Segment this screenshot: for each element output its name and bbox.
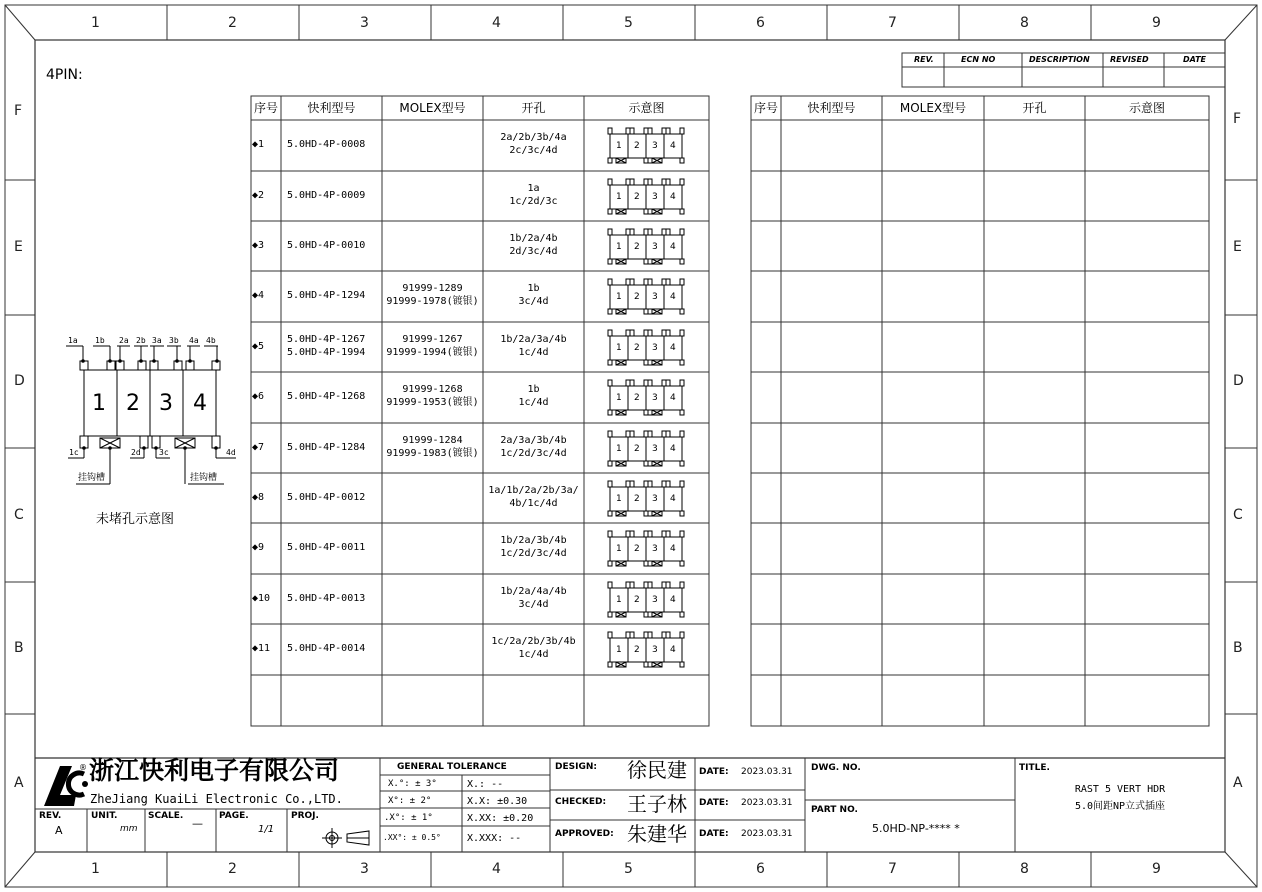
hole-spec: 1b/2a/3b/4b bbox=[500, 535, 567, 546]
hole-spec: 1a bbox=[527, 183, 540, 194]
design-label: DESIGN: bbox=[555, 762, 597, 772]
title-line-1: RAST 5 VERT HDR bbox=[1074, 784, 1166, 795]
zone-col-6: 6 bbox=[756, 15, 765, 31]
tolerance-angle: X.°: ± 3° bbox=[388, 779, 437, 789]
zone-col-7: 7 bbox=[888, 861, 897, 877]
schem-bottom-label: 2d bbox=[131, 448, 141, 457]
diagram-position-number: 3 bbox=[652, 544, 658, 554]
kuaili-model: 5.0HD-4P-1267 bbox=[287, 334, 366, 345]
molex-model: 91999-1983(镀银) bbox=[386, 448, 479, 459]
diagram-position-number: 2 bbox=[634, 141, 640, 151]
dwg-no-label: DWG. NO. bbox=[811, 763, 861, 773]
title-line-2: 5.0间距NP立式插座 bbox=[1074, 801, 1166, 812]
kuaili-model: 5.0HD-4P-0010 bbox=[287, 240, 366, 251]
diagram-position-number: 2 bbox=[634, 444, 640, 454]
diagram-position-number: 4 bbox=[670, 595, 676, 605]
zone-col-5: 5 bbox=[624, 15, 633, 31]
company-logo-mark bbox=[44, 763, 88, 806]
zone-col-7: 7 bbox=[888, 15, 897, 31]
hole-spec: 2c/3c/4d bbox=[509, 145, 558, 156]
schem-top-label: 2a bbox=[119, 336, 129, 345]
diagram-position-number: 1 bbox=[616, 494, 622, 504]
tolerance-linear: X.: -- bbox=[467, 779, 504, 790]
diagram-position-number: 3 bbox=[652, 444, 658, 454]
hole-spec: 1b bbox=[527, 283, 540, 294]
hole-spec: 1c/2d/3c bbox=[509, 196, 558, 207]
schem-top-label: 4b bbox=[206, 336, 216, 345]
zone-row-f: F bbox=[1233, 111, 1242, 127]
diagram-position-number: 3 bbox=[652, 645, 658, 655]
part-no-label: PART NO. bbox=[811, 805, 858, 815]
zone-row-a: A bbox=[1233, 775, 1243, 791]
zone-row-c: C bbox=[1233, 507, 1243, 523]
col-header-molex: MOLEX型号 bbox=[899, 101, 967, 115]
diagram-position-number: 3 bbox=[652, 141, 658, 151]
col-header-diagram: 示意图 bbox=[1128, 101, 1165, 115]
molex-model: 91999-1953(镀银) bbox=[386, 397, 479, 408]
part-no-value: 5.0HD-NP-**** * bbox=[872, 822, 960, 835]
diagram-position-number: 4 bbox=[670, 494, 676, 504]
design-date: 2023.03.31 bbox=[741, 767, 793, 777]
hole-spec: 2a/3a/3b/4b bbox=[500, 435, 567, 446]
row-number: ◆5 bbox=[252, 341, 265, 352]
diagram-position-number: 2 bbox=[634, 645, 640, 655]
kuaili-model: 5.0HD-4P-1284 bbox=[287, 442, 366, 453]
schem-top-label: 1b bbox=[95, 336, 105, 345]
zone-col-8: 8 bbox=[1020, 861, 1029, 877]
zone-row-b: B bbox=[14, 640, 24, 656]
hole-spec: 1b/2a/4b bbox=[509, 233, 558, 244]
diagram-position-number: 4 bbox=[670, 192, 676, 202]
revised-header: REVISED bbox=[1110, 55, 1149, 64]
diagram-position-number: 1 bbox=[616, 242, 622, 252]
hole-spec: 4b/1c/4d bbox=[509, 498, 558, 509]
zone-row-b: B bbox=[1233, 640, 1243, 656]
diagram-position-number: 4 bbox=[670, 544, 676, 554]
kuaili-model: 5.0HD-4P-1294 bbox=[287, 290, 366, 301]
diagram-position-number: 3 bbox=[652, 192, 658, 202]
kuaili-model: 5.0HD-4P-0009 bbox=[287, 190, 366, 201]
zone-col-2: 2 bbox=[228, 15, 237, 31]
diagram-position-number: 1 bbox=[616, 544, 622, 554]
zone-col-1: 1 bbox=[91, 15, 100, 31]
hook-slot-label: 挂钩槽 bbox=[190, 473, 218, 483]
schem-bottom-label: 1c bbox=[69, 448, 79, 457]
kuaili-model: 5.0HD-4P-0008 bbox=[287, 139, 366, 150]
molex-model: 91999-1267 bbox=[402, 334, 463, 345]
checked-label: CHECKED: bbox=[555, 797, 607, 807]
diagram-position-number: 1 bbox=[616, 192, 622, 202]
row-number: ◆1 bbox=[252, 139, 265, 150]
approver-name: 朱建华 bbox=[627, 822, 687, 846]
page-value: 1/1 bbox=[258, 824, 275, 835]
diagram-position-number: 3 bbox=[652, 595, 658, 605]
projection-symbol bbox=[322, 828, 369, 848]
molex-model: 91999-1994(镀银) bbox=[386, 347, 479, 358]
schem-position-number: 4 bbox=[193, 391, 207, 416]
zone-col-4: 4 bbox=[492, 15, 501, 31]
schem-position-number: 2 bbox=[126, 391, 140, 416]
hole-spec: 3c/4d bbox=[518, 599, 549, 610]
zone-col-3: 3 bbox=[360, 861, 369, 877]
diagram-position-number: 1 bbox=[616, 141, 622, 151]
hole-spec: 1c/2d/3c/4d bbox=[500, 548, 567, 559]
hole-spec: 3c/4d bbox=[518, 296, 549, 307]
row-number: ◆3 bbox=[252, 240, 265, 251]
diagram-position-number: 2 bbox=[634, 343, 640, 353]
schem-top-label: 1a bbox=[68, 336, 78, 345]
date-label: DATE: bbox=[699, 829, 729, 839]
tolerance-angle: .X°: ± 1° bbox=[384, 813, 433, 823]
zone-col-9: 9 bbox=[1152, 861, 1161, 877]
row-number: ◆10 bbox=[252, 593, 271, 604]
diagram-position-number: 2 bbox=[634, 595, 640, 605]
schem-top-label: 3a bbox=[152, 336, 162, 345]
hole-spec: 1b bbox=[527, 384, 540, 395]
diagram-position-number: 3 bbox=[652, 393, 658, 403]
diagram-position-number: 1 bbox=[616, 393, 622, 403]
schem-bottom-label: 3c bbox=[159, 448, 169, 457]
zone-col-6: 6 bbox=[756, 861, 765, 877]
approved-date: 2023.03.31 bbox=[741, 829, 793, 839]
diagram-position-number: 4 bbox=[670, 444, 676, 454]
rev-header: REV. bbox=[914, 55, 934, 64]
diagram-position-number: 3 bbox=[652, 242, 658, 252]
kuaili-model: 5.0HD-4P-0013 bbox=[287, 593, 366, 604]
rev-label: REV. bbox=[39, 811, 62, 821]
scale-label: SCALE. bbox=[148, 811, 184, 821]
zone-col-1: 1 bbox=[91, 861, 100, 877]
row-number: ◆7 bbox=[252, 442, 265, 453]
schematic-caption: 未堵孔示意图 bbox=[96, 512, 175, 527]
diagram-position-number: 2 bbox=[634, 494, 640, 504]
hole-spec: 2a/2b/3b/4a bbox=[500, 132, 567, 143]
schem-top-label: 2b bbox=[136, 336, 146, 345]
tolerance-angle: .XX°: ± 0.5° bbox=[383, 833, 441, 842]
diagram-position-number: 2 bbox=[634, 292, 640, 302]
schem-bottom-label: 4d bbox=[226, 448, 236, 457]
col-header-holes: 开孔 bbox=[521, 101, 546, 115]
col-header-no: 序号 bbox=[753, 101, 778, 115]
row-number: ◆9 bbox=[252, 542, 265, 553]
scale-value: — bbox=[192, 817, 203, 830]
zone-col-8: 8 bbox=[1020, 15, 1029, 31]
diagram-position-number: 4 bbox=[670, 393, 676, 403]
company-name-cn: 浙江快利电子有限公司 bbox=[89, 756, 340, 785]
date-label: DATE: bbox=[699, 767, 729, 777]
molex-model: 91999-1284 bbox=[402, 435, 463, 446]
company-name-en: ZheJiang KuaiLi Electronic Co.,LTD. bbox=[90, 792, 343, 806]
diagram-position-number: 3 bbox=[652, 343, 658, 353]
tolerance-linear: X.X: ±0.30 bbox=[467, 796, 528, 807]
diagram-position-number: 1 bbox=[616, 292, 622, 302]
tolerance-linear: X.XXX: -- bbox=[467, 833, 522, 844]
kuaili-model: 5.0HD-4P-1268 bbox=[287, 391, 366, 402]
rev-value: A bbox=[55, 824, 63, 837]
col-header-model: 快利型号 bbox=[807, 101, 856, 115]
hole-spec: 1c/4d bbox=[518, 397, 549, 408]
date-header: DATE bbox=[1183, 55, 1206, 64]
zone-col-9: 9 bbox=[1152, 15, 1161, 31]
zone-row-d: D bbox=[1233, 373, 1244, 389]
col-header-molex: MOLEX型号 bbox=[399, 101, 466, 115]
zone-col-3: 3 bbox=[360, 15, 369, 31]
schem-position-number: 3 bbox=[159, 391, 173, 416]
diagram-position-number: 4 bbox=[670, 141, 676, 151]
diagram-position-number: 4 bbox=[670, 343, 676, 353]
molex-model: 91999-1289 bbox=[402, 283, 463, 294]
diagram-position-number: 2 bbox=[634, 393, 640, 403]
general-tolerance-label: GENERAL TOLERANCE bbox=[397, 762, 507, 772]
checker-name: 王子林 bbox=[627, 792, 687, 816]
col-header-model: 快利型号 bbox=[307, 101, 356, 115]
zone-col-4: 4 bbox=[492, 861, 501, 877]
description-header: DESCRIPTION bbox=[1029, 55, 1090, 64]
kuaili-model: 5.0HD-4P-0012 bbox=[287, 492, 366, 503]
molex-model: 91999-1268 bbox=[402, 384, 463, 395]
diagram-position-number: 2 bbox=[634, 242, 640, 252]
kuaili-model: 5.0HD-4P-1994 bbox=[287, 347, 366, 358]
hole-spec: 2d/3c/4d bbox=[509, 246, 558, 257]
zone-row-e: E bbox=[1233, 239, 1242, 255]
pin-label: 4PIN: bbox=[46, 67, 83, 83]
diagram-position-number: 3 bbox=[652, 494, 658, 504]
date-label: DATE: bbox=[699, 798, 729, 808]
title-label: TITLE. bbox=[1019, 763, 1050, 773]
zone-row-e: E bbox=[14, 239, 23, 255]
row-number: ◆2 bbox=[252, 190, 265, 201]
hole-spec: 1c/4d bbox=[518, 649, 549, 660]
molex-model: 91999-1978(镀银) bbox=[386, 296, 479, 307]
kuaili-model: 5.0HD-4P-0011 bbox=[287, 542, 366, 553]
diagram-position-number: 2 bbox=[634, 192, 640, 202]
hole-spec: 1a/1b/2a/2b/3a/ bbox=[488, 485, 579, 496]
hole-spec: 1c/4d bbox=[518, 347, 549, 358]
diagram-position-number: 4 bbox=[670, 292, 676, 302]
unit-label: UNIT. bbox=[91, 811, 118, 821]
registered-mark: ® bbox=[79, 763, 87, 772]
hole-spec: 1c/2d/3c/4d bbox=[500, 448, 567, 459]
schem-top-label: 3b bbox=[169, 336, 179, 345]
zone-row-f: F bbox=[14, 103, 23, 119]
diagram-position-number: 2 bbox=[634, 544, 640, 554]
checked-date: 2023.03.31 bbox=[741, 798, 793, 808]
ecn-header: ECN NO bbox=[961, 55, 996, 64]
row-number: ◆6 bbox=[252, 391, 265, 402]
row-number: ◆11 bbox=[252, 643, 271, 654]
row-number: ◆8 bbox=[252, 492, 265, 503]
zone-col-2: 2 bbox=[228, 861, 237, 877]
col-header-diagram: 示意图 bbox=[628, 101, 665, 115]
diagram-position-number: 4 bbox=[670, 645, 676, 655]
diagram-position-number: 1 bbox=[616, 444, 622, 454]
zone-row-a: A bbox=[14, 775, 24, 791]
diagram-position-number: 3 bbox=[652, 292, 658, 302]
kuaili-model: 5.0HD-4P-0014 bbox=[287, 643, 366, 654]
col-header-no: 序号 bbox=[253, 101, 278, 115]
zone-col-5: 5 bbox=[624, 861, 633, 877]
diagram-position-number: 1 bbox=[616, 343, 622, 353]
hole-spec: 1b/2a/4a/4b bbox=[500, 586, 567, 597]
schem-top-label: 4a bbox=[189, 336, 199, 345]
approved-label: APPROVED: bbox=[555, 829, 614, 839]
unit-value: mm bbox=[120, 824, 138, 834]
zone-row-d: D bbox=[14, 373, 25, 389]
diagram-position-number: 1 bbox=[616, 645, 622, 655]
designer-name: 徐民建 bbox=[627, 758, 687, 782]
row-number: ◆4 bbox=[252, 290, 265, 301]
page-label: PAGE. bbox=[219, 811, 249, 821]
zone-row-c: C bbox=[14, 507, 24, 523]
diagram-position-number: 1 bbox=[616, 595, 622, 605]
schem-position-number: 1 bbox=[92, 391, 106, 416]
hook-slot-label: 挂钩槽 bbox=[78, 473, 106, 483]
hole-spec: 1b/2a/3a/4b bbox=[500, 334, 567, 345]
diagram-position-number: 4 bbox=[670, 242, 676, 252]
tolerance-linear: X.XX: ±0.20 bbox=[467, 813, 534, 824]
tolerance-angle: X°: ± 2° bbox=[388, 796, 432, 806]
proj-label: PROJ. bbox=[291, 811, 319, 821]
hole-spec: 1c/2a/2b/3b/4b bbox=[491, 636, 576, 647]
col-header-holes: 开孔 bbox=[1022, 101, 1047, 115]
